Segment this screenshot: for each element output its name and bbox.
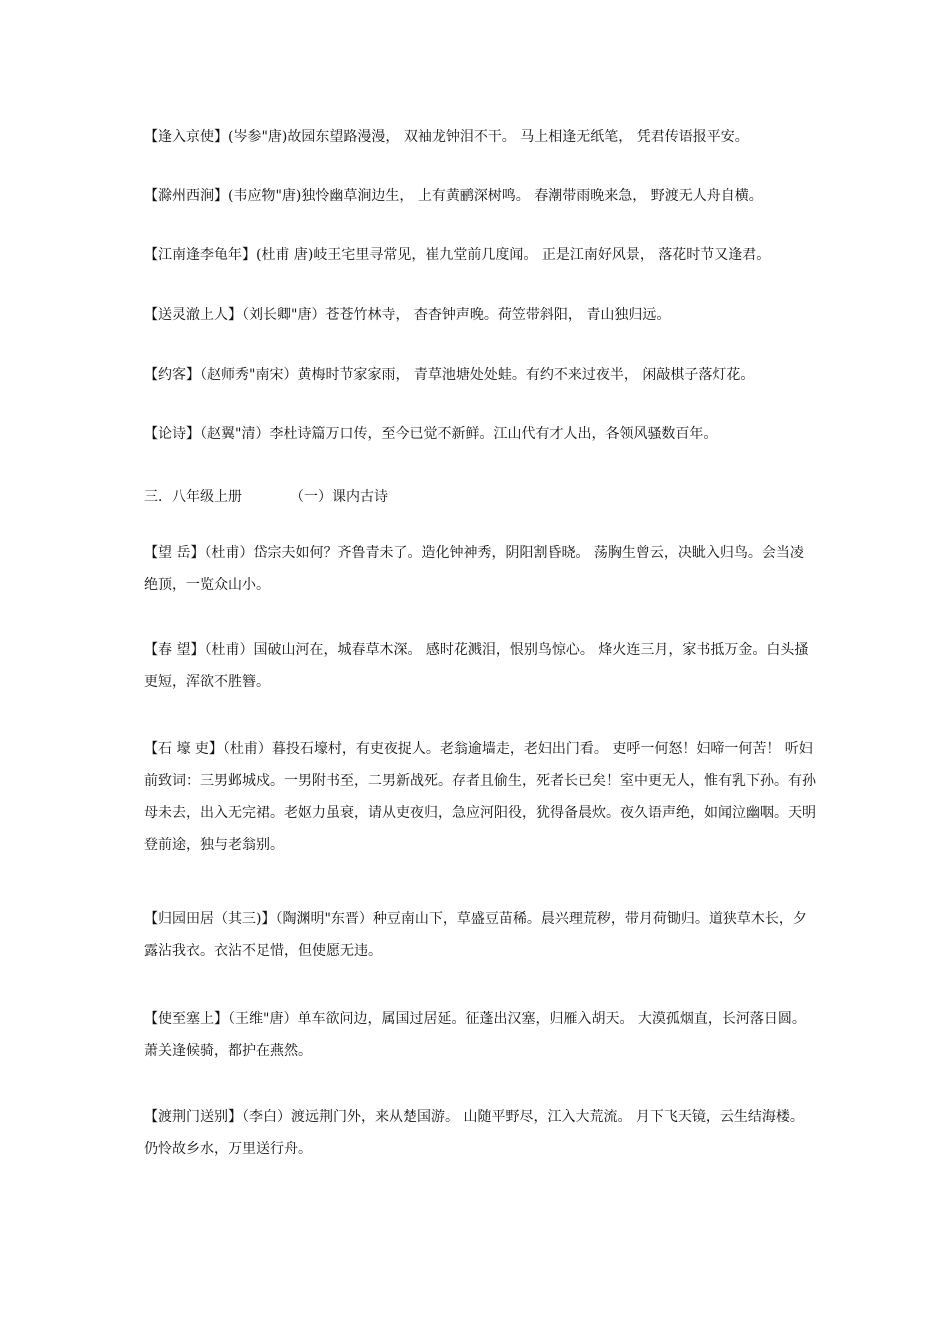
poem-text: (杜甫 唐)岐王宅里寻常见，崔九堂前几度闻。 正是江南好风景， 落花时节又逢君。 (256, 247, 771, 263)
poem-text: （李白）渡远荆门外，来从楚国游。 山随平野尽，江入大荒流。 月下飞天镜，云生结海楼。 仍怜故乡水，万里送行舟。 (144, 1109, 804, 1157)
poem-text: （赵翼"清）李杜诗篇万口传，至今已觉不新鲜。江山代有才人出，各领风骚数百年。 (200, 426, 718, 442)
poem-text: (韦应物"唐)独怜幽草涧边生， 上有黄鹂深树鸣。 春潮带雨晚来急， 野渡无人舟自横。 (228, 188, 763, 204)
poem-entry (144, 1003, 816, 1067)
poem-entry (144, 537, 816, 601)
poem-text: （刘长卿"唐）苍苍竹林寺， 杳杳钟声晚。荷笠带斜阳， 青山独归远。 (242, 307, 671, 323)
poem-entry (144, 733, 816, 861)
poem-text: （陶渊明"东晋）种豆南山下，草盛豆苗稀。晨兴理荒秽，带月荷锄归。道狭草木长，夕露沾我衣。衣沾不足惜，但使愿无违。 (144, 911, 807, 959)
poem-title: 【望 岳】 (144, 545, 205, 561)
section-title: 三．八年级上册 (144, 489, 242, 505)
poem-text: （赵师秀"南宋）黄梅时节家家雨， 青草池塘处处蛙。有约不来过夜半， 闲敲棋子落灯花。 (200, 367, 755, 383)
poem-entry (144, 903, 816, 967)
poem-entry (144, 634, 816, 698)
poem-entry (144, 239, 816, 271)
section-subtitle: （一）课内古诗 (290, 489, 388, 505)
poem-title: 【送灵澈上人】 (144, 307, 242, 323)
section-heading (144, 487, 388, 507)
poem-text: （杜甫）暮投石壕村，有吏夜捉人。老翁逾墙走，老妇出门看。 吏呼一何怒！妇啼一何苦！ 听妇前致词：三男邺城戍。一男附书至，二男新战死。存者且偷生，死者长已矣！室中更无人，惟有乳下孙。有孙母未去，出入无完裙。老妪力虽衰，请从吏夜归，急应河阳役，犹得备晨炊。夜久语声绝，如闻泣幽咽。天明登前途，独与老翁别。 (144, 741, 816, 853)
poem-title: 【石 壕 吏】 (144, 741, 223, 757)
poem-entry (144, 180, 816, 212)
poem-title: 【春 望】 (144, 642, 205, 658)
poem-entry (144, 299, 816, 331)
poem-title: 【江南逢李龟年】 (144, 247, 256, 263)
poem-text: (岑参"唐)故园东望路漫漫， 双袖龙钟泪不干。 马上相逢无纸笔， 凭君传语报平安。 (228, 129, 749, 145)
poem-title: 【逢入京使】 (144, 129, 228, 145)
poem-title: 【论诗】 (144, 426, 200, 442)
poem-entry (144, 418, 816, 450)
poem-text: （王维"唐）单车欲问边，属国过居延。征蓬出汉塞，归雁入胡天。 大漠孤烟直，长河落日圆。 萧关逢候骑，都护在燕然。 (144, 1011, 806, 1059)
poem-text: （杜甫）岱宗夫如何？齐鲁青未了。造化钟神秀，阴阳割昏晓。 荡胸生曾云，决眦入归鸟。会当凌绝顶，一览众山小。 (144, 545, 804, 593)
poem-text: （杜甫）国破山河在，城春草木深。 感时花溅泪，恨别鸟惊心。 烽火连三月，家书抵万金。白头搔更短，浑欲不胜簪。 (144, 642, 809, 690)
poem-title: 【归园田居（其三)】 (144, 911, 276, 927)
poem-title: 【使至塞上】 (144, 1011, 228, 1027)
poem-entry (144, 359, 816, 391)
poem-title: 【滁州西涧】 (144, 188, 228, 204)
poem-title: 【渡荆门送别】 (144, 1109, 242, 1125)
poem-title: 【约客】 (144, 367, 200, 383)
poem-entry (144, 1101, 816, 1165)
poem-entry (144, 121, 816, 153)
